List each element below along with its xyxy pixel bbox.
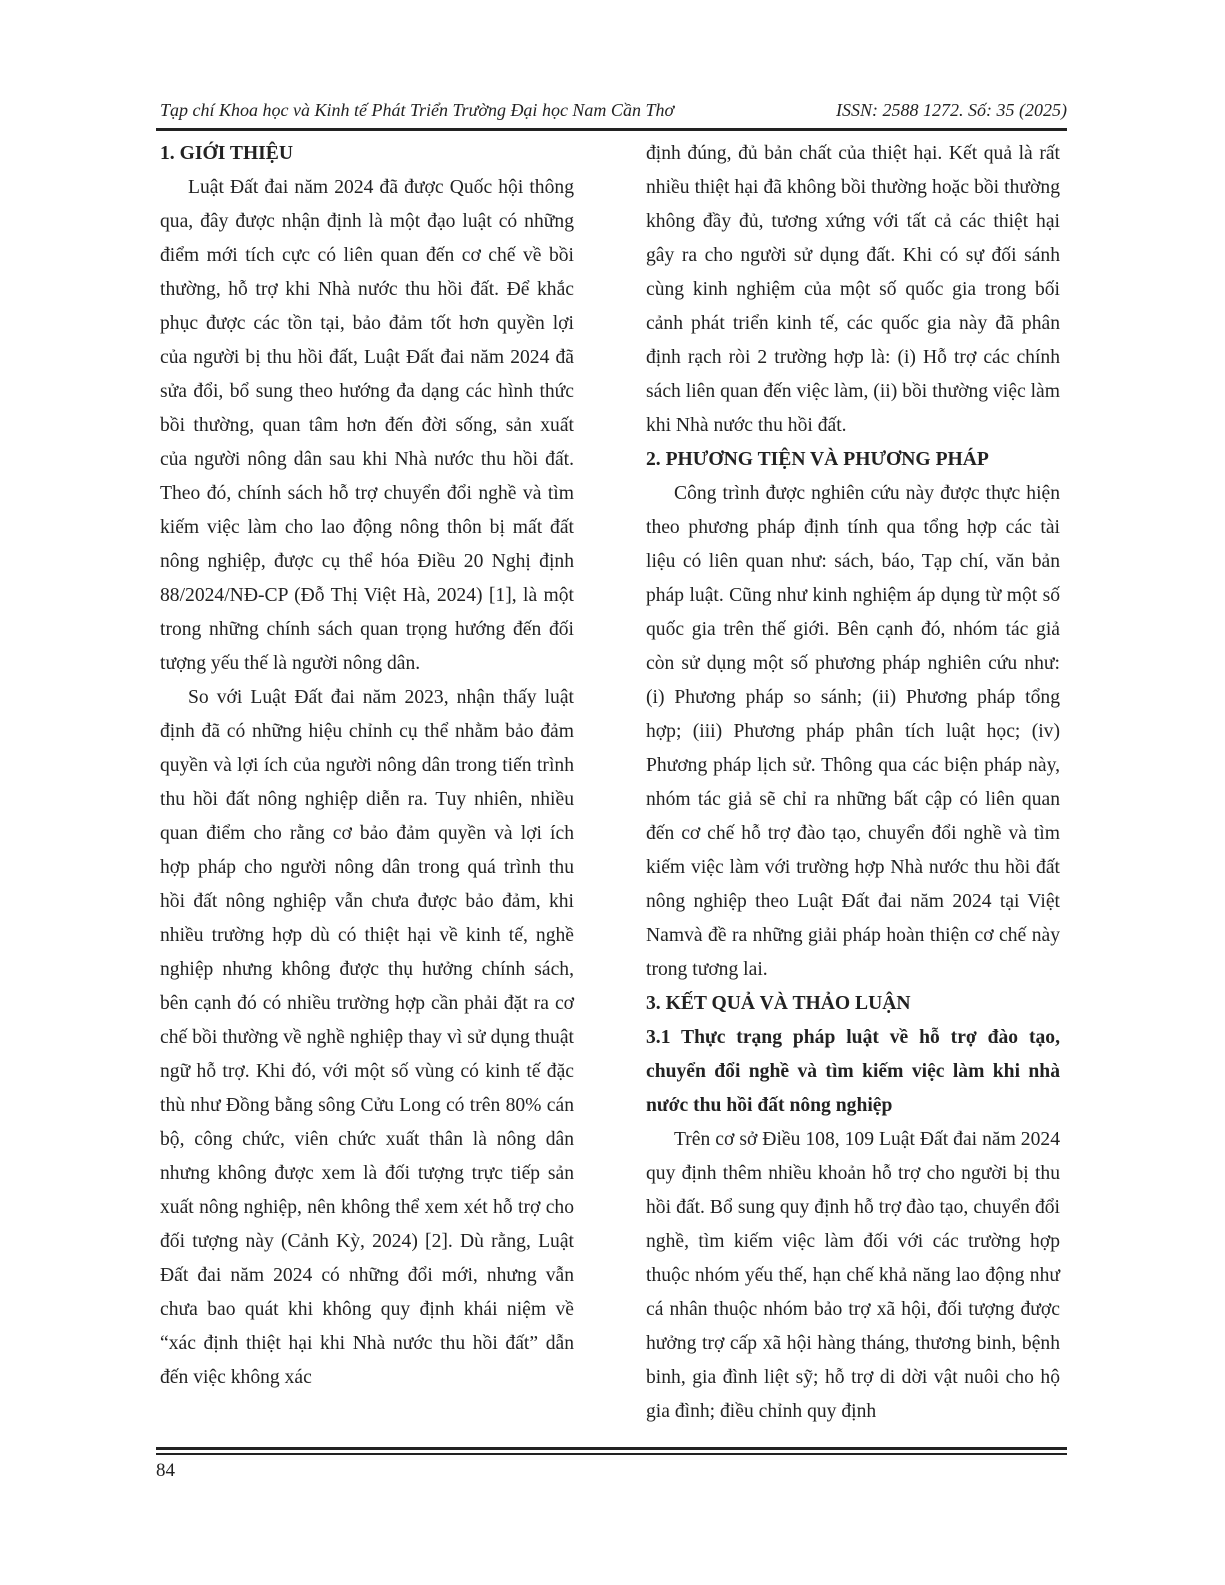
section-2-heading: 2. PHƯƠNG TIỆN VÀ PHƯƠNG PHÁP — [646, 449, 989, 470]
paragraph-intro-continued: định đúng, đủ bản chất của thiệt hại. Kết quả là rất nhiều thiệt hại đã không bồi thường hoặc bồi thường không đầy đủ, tương xứng với tất cả các thiệt hại gây ra cho người sử dụng đất. Khi có sự đối sánh cùng kinh nghiệm của một số quốc gia trong bối cảnh phát triển kinh tế, các quốc gia này đã phân định rạch ròi 2 trường hợp là: (i) Hỗ trợ các chính sách liên quan đến việc làm, (ii) bồi thường việc làm khi Nhà nước thu hồi đất. — [646, 143, 1060, 436]
issn-issue: ISSN: 2588 1272. Số: 35 (2025) — [836, 100, 1067, 120]
header-rule — [156, 128, 1067, 131]
section-1-heading: 1. GIỚI THIỆU — [160, 143, 294, 164]
page-number: 84 — [156, 1460, 175, 1481]
running-header — [156, 100, 1067, 126]
paragraph-methods: Công trình được nghiên cứu này được thực hiện theo phương pháp định tính qua tổng hợp các tài liệu có liên quan như: sách, báo, Tạp chí, văn bản pháp luật. Cũng như kinh nghiệm áp dụng từ một số quốc gia trên thế giới. Bên cạnh đó, nhóm tác giả còn sử dụng một số phương pháp nghiên cứu như: (i) Phương pháp so sánh; (ii) Phương pháp tổng hợp; (iii) Phương pháp phân tích luật học; (iv) Phương pháp lịch sử. Thông qua các biện pháp này, nhóm tác giả sẽ chỉ ra những bất cập có liên quan đến cơ chế hỗ trợ đào tạo, chuyển đổi nghề và tìm kiếm việc làm với trường hợp Nhà nước thu hồi đất nông nghiệp theo Luật Đất đai năm 2024 tại Việt Namvà đề ra những giải pháp hoàn thiện cơ chế này trong tương lai. — [646, 483, 1060, 980]
footer-rule-thick — [156, 1447, 1067, 1450]
left-column — [160, 137, 574, 1395]
footer-rule-thin — [156, 1453, 1067, 1455]
paragraph-intro-1: Luật Đất đai năm 2024 đã được Quốc hội thông qua, đây được nhận định là một đạo luật có những điểm mới tích cực có liên quan đến cơ chế về bồi thường, hỗ trợ khi Nhà nước thu hồi đất. Để khắc phục được các tồn tại, bảo đảm tốt hơn quyền lợi của người bị thu hồi đất, Luật Đất đai năm 2024 đã sửa đổi, bổ sung theo hướng đa dạng các hình thức bồi thường, quan tâm hơn đến đời sống, sản xuất của người nông dân sau khi Nhà nước thu hồi đất. Theo đó, chính sách hỗ trợ chuyển đổi nghề và tìm kiếm việc làm cho lao động nông thôn bị mất đất nông nghiệp, được cụ thể hóa Điều 20 Nghị định 88/2024/NĐ-CP (Đỗ Thị Việt Hà, 2024) [1], là một trong những chính sách quan trọng hướng đến đối tượng yếu thế là người nông dân. — [160, 177, 574, 674]
right-column — [646, 137, 1060, 1429]
paragraph-results-1: Trên cơ sở Điều 108, 109 Luật Đất đai năm 2024 quy định thêm nhiều khoản hỗ trợ cho người bị thu hồi đất. Bổ sung quy định hỗ trợ đào tạo, chuyển đổi nghề, tìm kiếm việc làm đối với các trường hợp thuộc nhóm yếu thế, hạn chế khả năng lao động như cá nhân thuộc nhóm bảo trợ xã hội, đối tượng được hưởng trợ cấp xã hội hàng tháng, thương binh, bệnh binh, gia đình liệt sỹ; hỗ trợ di dời vật nuôi cho hộ gia đình; điều chỉnh quy định — [646, 1129, 1060, 1422]
section-3-heading: 3. KẾT QUẢ VÀ THẢO LUẬN — [646, 993, 911, 1014]
paragraph-intro-2: So với Luật Đất đai năm 2023, nhận thấy luật định đã có những hiệu chỉnh cụ thể nhằm bảo đảm quyền và lợi ích của người nông dân trong tiến trình thu hồi đất nông nghiệp diễn ra. Tuy nhiên, nhiều quan điểm cho rằng cơ bảo đảm quyền và lợi ích hợp pháp cho người nông dân trong quá trình thu hồi đất nông nghiệp vẫn chưa được bảo đảm, khi nhiều trường hợp dù có thiệt hại về kinh tế, nghề nghiệp nhưng không được thụ hưởng chính sách, bên cạnh đó có nhiều trường hợp cần phải đặt ra cơ chế bồi thường về nghề nghiệp thay vì sử dụng thuật ngữ hỗ trợ. Khi đó, với một số vùng có kinh tế đặc thù như Đồng bằng sông Cửu Long có trên 80% cán bộ, công chức, viên chức xuất thân là nông dân nhưng không được xem là đối tượng trực tiếp sản xuất nông nghiệp, nên không thể xem xét hỗ trợ cho đối tượng này (Cảnh Kỳ, 2024) [2]. Dù rằng, Luật Đất đai năm 2024 có những đổi mới, nhưng vẫn chưa bao quát khi không quy định khái niệm về “xác định thiệt hại khi Nhà nước thu hồi đất” dẫn đến việc không xác — [160, 687, 574, 1388]
journal-title: Tạp chí Khoa học và Kinh tế Phát Triển Trường Đại học Nam Cần Thơ — [160, 100, 675, 120]
subsection-3-1-heading: 3.1 Thực trạng pháp luật về hỗ trợ đào tạo, chuyển đổi nghề và tìm kiếm việc làm khi nhà nước thu hồi đất nông nghiệp — [646, 1027, 1060, 1116]
